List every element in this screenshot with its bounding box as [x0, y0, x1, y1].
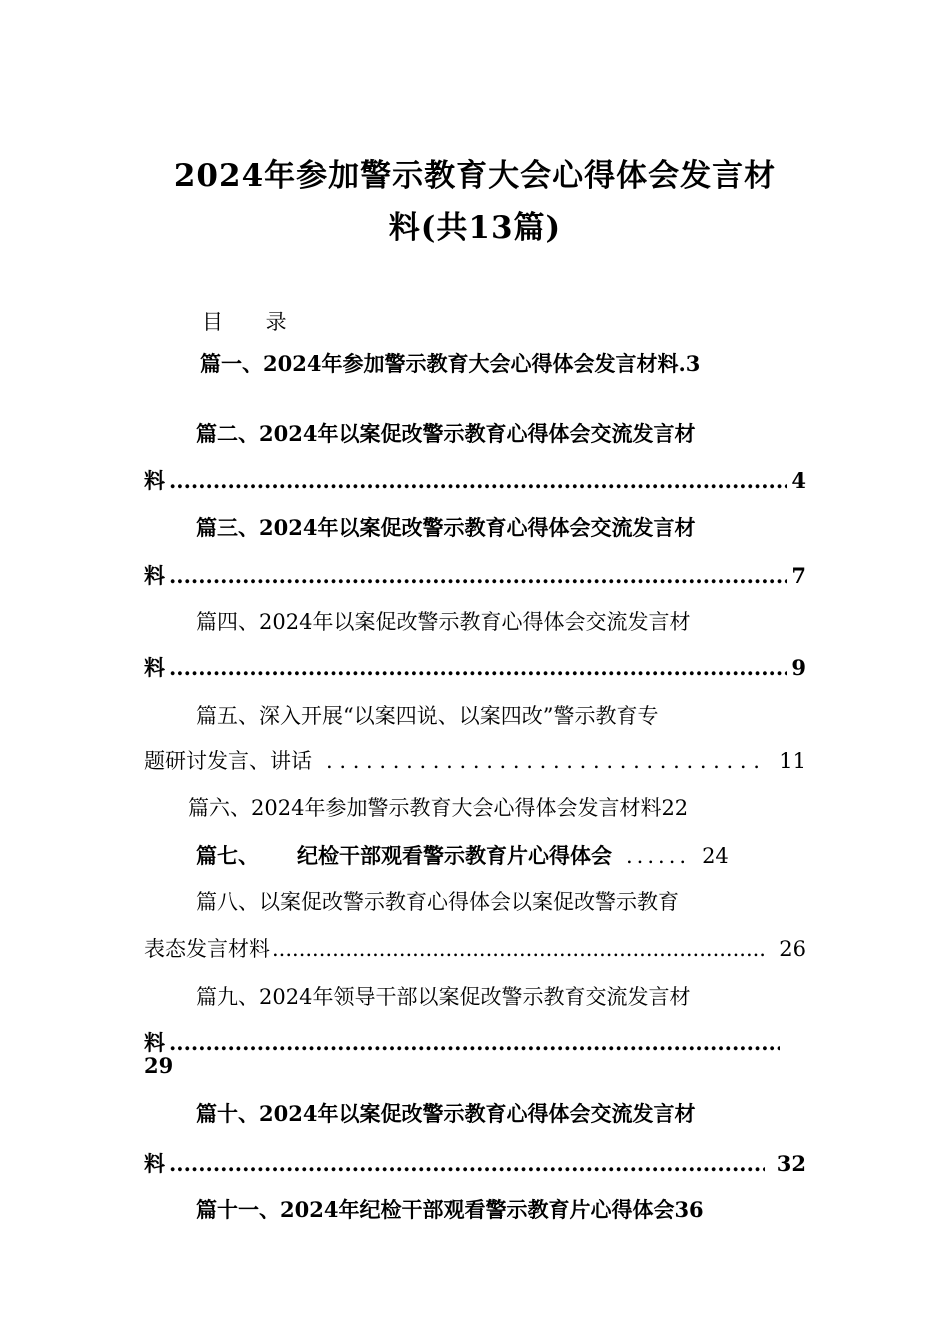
toc-entry-4-page: 9	[791, 655, 806, 680]
toc-entry-2-tail: 料	[144, 468, 165, 493]
document-title-line-2: 料(共13篇)	[388, 210, 562, 246]
toc-entry-2-leader[interactable]	[144, 465, 806, 495]
toc-entry-9-leader[interactable]	[144, 1027, 784, 1057]
toc-entry-3-title[interactable]: 篇三、2024年以案促改警示教育心得体会交流发言材	[196, 515, 696, 540]
dot-leader	[169, 1151, 765, 1176]
toc-entry-3-page: 7	[791, 563, 806, 588]
toc-entry-10-tail: 料	[144, 1151, 165, 1176]
dot-leader	[326, 749, 765, 773]
toc-entry-4-title[interactable]: 篇四、2024年以案促改警示教育心得体会交流发言材	[196, 610, 691, 634]
dot-leader	[169, 563, 787, 588]
toc-entry-10-page: 32	[776, 1151, 806, 1176]
dot-leader	[169, 468, 787, 493]
toc-entry-8-tail: 表态发言材料	[144, 937, 270, 961]
document-title-line-1: 2024年参加警示教育大会心得体会发言材	[173, 158, 777, 194]
toc-entry-5-leader[interactable]	[144, 745, 806, 775]
toc-entry-7-page: 24	[702, 844, 729, 868]
toc-heading: 目 录	[202, 310, 305, 334]
dot-leader: ......	[626, 844, 691, 868]
toc-entry-3-leader[interactable]	[144, 560, 806, 590]
toc-entry-5-title[interactable]: 篇五、深入开展“以案四说、以案四改”警示教育专	[196, 704, 659, 728]
toc-entry-1[interactable]: 篇一、2024年参加警示教育大会心得体会发言材料.3	[200, 351, 701, 376]
toc-entry-3-tail: 料	[144, 563, 165, 588]
toc-entry-2-page: 4	[791, 468, 806, 493]
toc-entry-7[interactable]	[196, 840, 806, 870]
toc-entry-10-leader[interactable]	[144, 1148, 806, 1178]
toc-entry-5-page: 11	[779, 749, 806, 773]
toc-entry-8-leader[interactable]	[144, 933, 806, 963]
dot-leader	[169, 1030, 780, 1055]
toc-entry-2-title[interactable]: 篇二、2024年以案促改警示教育心得体会交流发言材	[196, 421, 696, 446]
dot-leader	[272, 937, 767, 961]
toc-entry-10-title[interactable]: 篇十、2024年以案促改警示教育心得体会交流发言材	[196, 1101, 696, 1126]
dot-leader	[169, 655, 787, 680]
toc-entry-9-tail: 料	[144, 1030, 165, 1055]
toc-entry-4-leader[interactable]	[144, 652, 806, 682]
toc-entry-9-title[interactable]: 篇九、2024年领导干部以案促改警示教育交流发言材	[196, 985, 691, 1009]
toc-entry-9-page: 29	[144, 1053, 174, 1078]
toc-entry-7-title: 纪检干部观看警示教育片心得体会	[297, 843, 612, 868]
toc-entry-4-tail: 料	[144, 655, 165, 680]
toc-entry-8-page: 26	[779, 937, 806, 961]
toc-entry-5-tail: 题研讨发言、讲话	[144, 749, 312, 773]
toc-entry-11[interactable]: 篇十一、2024年纪检干部观看警示教育片心得体会36	[196, 1197, 704, 1222]
toc-entry-8-title[interactable]: 篇八、以案促改警示教育心得体会以案促改警示教育	[196, 890, 679, 914]
toc-entry-7-label: 篇七、	[196, 843, 259, 868]
toc-entry-6[interactable]: 篇六、2024年参加警示教育大会心得体会发言材料22	[188, 796, 689, 820]
